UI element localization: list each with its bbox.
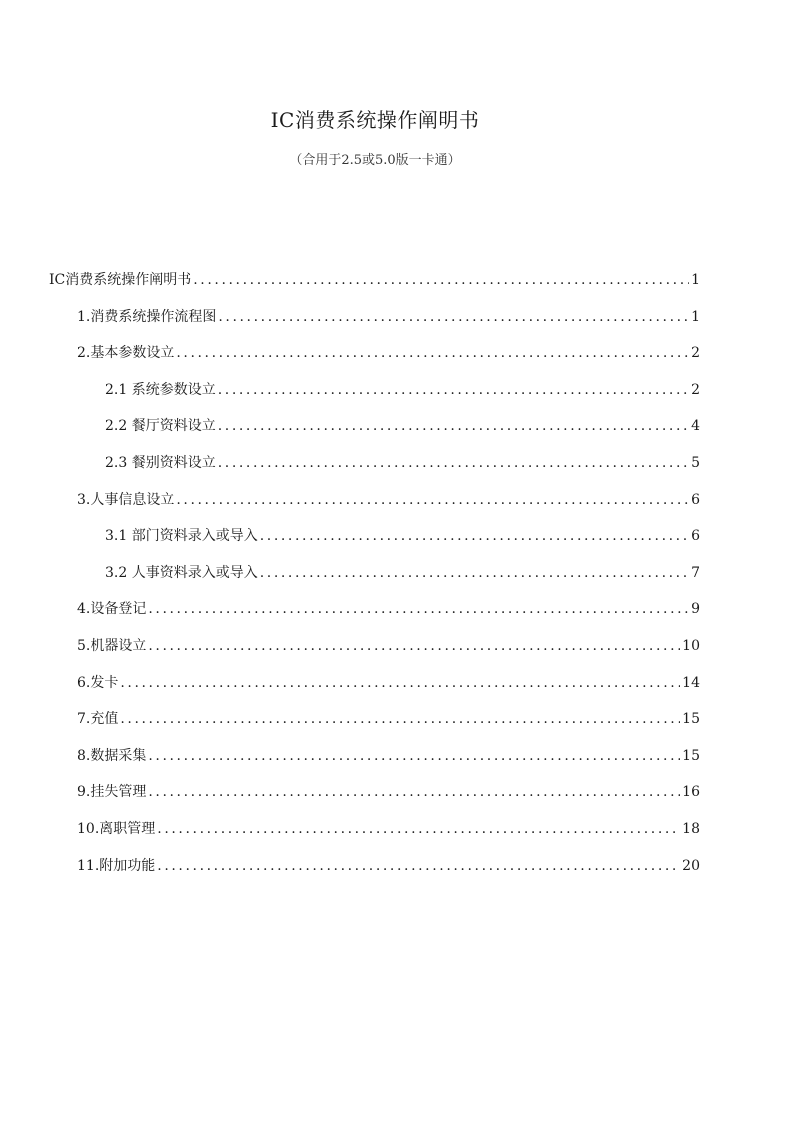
toc-entry[interactable] (0, 262, 800, 299)
toc-entry-label: 8.数据采集 (77, 747, 147, 764)
toc-dot-leader (218, 408, 689, 445)
toc-entry[interactable] (0, 628, 800, 665)
document-title: IC消费系统操作阐明书 (270, 108, 480, 132)
toc-entry-label: 4.设备登记 (77, 601, 147, 618)
toc-entry-label: 3.人事信息设立 (77, 491, 175, 508)
toc-entry[interactable] (0, 372, 800, 409)
toc-entry-label: 1.消费系统操作流程图 (77, 308, 217, 325)
toc-entry[interactable] (0, 555, 800, 592)
toc-entry[interactable] (0, 408, 800, 445)
toc-entry[interactable] (0, 738, 800, 775)
toc-entry-label: IC消费系统操作阐明书 (49, 272, 192, 288)
toc-entry-label: 5.机器设立 (77, 637, 147, 654)
toc-dot-leader (120, 701, 680, 738)
toc-entry[interactable] (0, 591, 800, 628)
toc-dot-leader (260, 518, 689, 555)
toc-entry[interactable] (0, 701, 800, 738)
toc-entry[interactable] (0, 299, 800, 336)
document-subtitle: （合用于2.5或5.0版一卡通） (289, 153, 461, 168)
toc-entry-label: 11.附加功能 (77, 857, 156, 874)
toc-dot-leader (176, 335, 689, 372)
table-of-contents (0, 262, 800, 884)
toc-entry[interactable] (0, 335, 800, 372)
toc-entry-page: 15 (682, 747, 700, 764)
toc-dot-leader (120, 665, 680, 702)
toc-entry-label: 7.充值 (77, 711, 119, 728)
toc-entry-page: 6 (691, 528, 700, 545)
toc-entry-label: 9.挂失管理 (77, 784, 147, 801)
toc-entry-label: 3.1 部门资料录入或导入 (105, 528, 258, 545)
toc-entry[interactable] (0, 774, 800, 811)
toc-dot-leader (148, 628, 680, 665)
toc-dot-leader (157, 811, 680, 848)
toc-entry-page: 18 (682, 820, 700, 837)
toc-dot-leader (148, 738, 680, 775)
toc-entry-page: 5 (691, 454, 700, 471)
toc-dot-leader (193, 262, 689, 299)
toc-entry[interactable] (0, 665, 800, 702)
toc-entry-page: 2 (691, 381, 700, 398)
toc-entry[interactable] (0, 811, 800, 848)
toc-entry-label: 2.2 餐厅资料设立 (105, 418, 216, 435)
toc-entry-page: 10 (682, 637, 700, 654)
toc-entry-page: 9 (691, 601, 700, 618)
toc-entry-label: 2.3 餐别资料设立 (105, 454, 216, 471)
toc-dot-leader (218, 299, 689, 336)
toc-entry-page: 20 (682, 857, 700, 874)
toc-entry[interactable] (0, 482, 800, 519)
toc-dot-leader (176, 482, 689, 519)
toc-entry-page: 1 (691, 308, 700, 325)
toc-dot-leader (157, 848, 680, 885)
toc-entry-label: 2.基本参数设立 (77, 345, 175, 362)
toc-dot-leader (148, 774, 680, 811)
toc-entry-page: 2 (691, 345, 700, 362)
toc-dot-leader (260, 555, 689, 592)
toc-entry-page: 1 (691, 272, 700, 288)
toc-entry-label: 10.离职管理 (77, 820, 156, 837)
toc-entry-page: 15 (682, 711, 700, 728)
toc-entry-page: 14 (682, 674, 700, 691)
toc-dot-leader (218, 372, 689, 409)
toc-entry-page: 16 (682, 784, 700, 801)
toc-entry-page: 7 (691, 564, 700, 581)
toc-dot-leader (148, 591, 689, 628)
toc-entry-label: 3.2 人事资料录入或导入 (105, 564, 258, 581)
toc-entry-page: 4 (691, 418, 700, 435)
toc-entry-label: 2.1 系统参数设立 (105, 381, 216, 398)
toc-entry-label: 6.发卡 (77, 674, 119, 691)
toc-entry-page: 6 (691, 491, 700, 508)
toc-entry[interactable] (0, 518, 800, 555)
toc-entry[interactable] (0, 445, 800, 482)
toc-dot-leader (218, 445, 689, 482)
toc-entry[interactable] (0, 848, 800, 885)
